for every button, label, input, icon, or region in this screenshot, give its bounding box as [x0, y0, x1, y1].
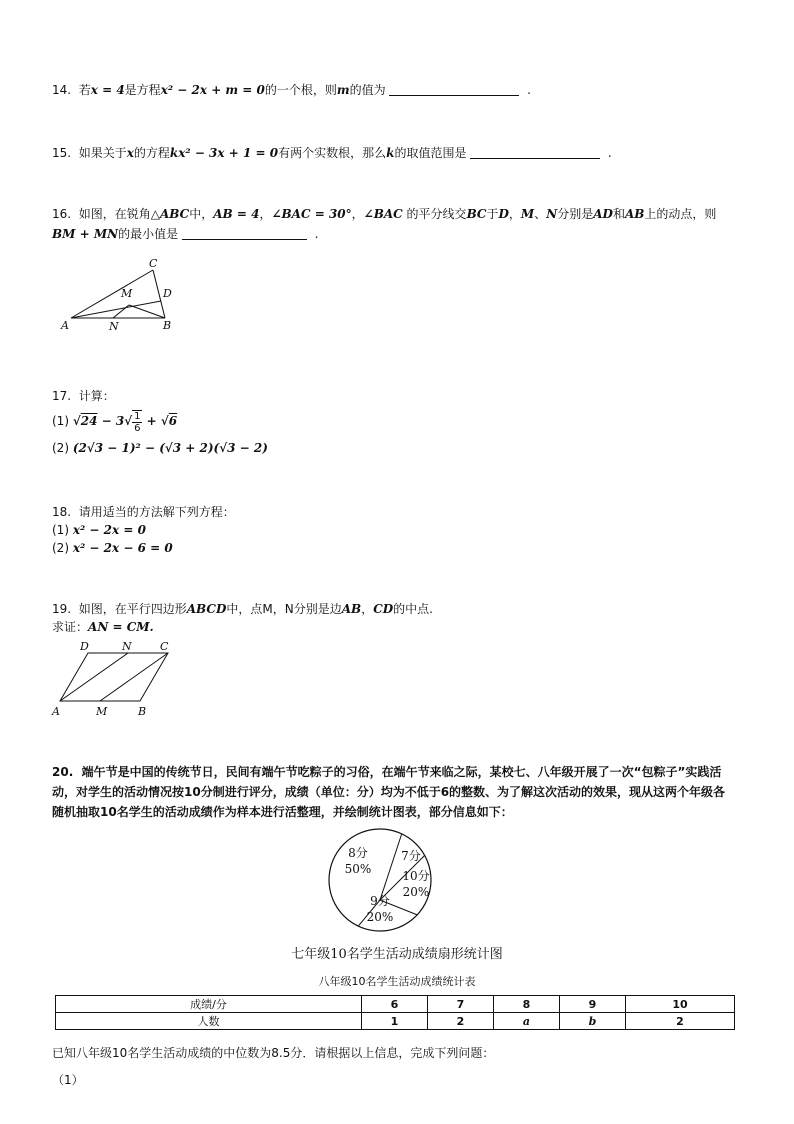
label-b: B — [163, 319, 172, 332]
segment-mn — [113, 305, 129, 318]
pie-label-8: 8分 50% — [344, 846, 372, 876]
table-header: 人数 — [56, 1013, 362, 1030]
segment-bm — [129, 305, 165, 318]
label-b: B — [138, 705, 147, 718]
question-19-prove: 求证：AN = CM. — [52, 620, 154, 634]
question-18: 18. 请用适当的方法解下列方程： — [52, 505, 235, 519]
question-19: 19. 如图，在平行四边形ABCD中，点M，N分别是边AB，CD的中点. — [52, 602, 433, 616]
table-cell: 2 — [428, 1013, 494, 1030]
answer-blank[interactable] — [389, 95, 519, 96]
question-17: 17. 计算： — [52, 389, 115, 403]
table-row — [56, 996, 735, 1013]
table-cell: 6 — [362, 996, 428, 1013]
table-cell: 8 — [494, 996, 560, 1013]
table-cell: b — [560, 1013, 626, 1030]
question-16: 16. 如图，在锐角△ABC中，AB = 4，∠BAC = 30°，∠BAC 的平分线交BC于D，M、N分别是AD和AB上的动点，则 — [52, 207, 717, 221]
question-17-part2: (2) (2√3 − 1)² − (√3 + 2)(√3 − 2) — [52, 441, 268, 455]
question-17-part1: (1) √24 − 3√ $\frac{1}{6}$ + √6 — [52, 410, 178, 434]
question-18-part2: (2) x² − 2x − 6 = 0 — [52, 541, 173, 555]
label-m: M — [96, 705, 108, 718]
pie-caption: 七年级10名学生活动成绩扇形统计图 — [291, 947, 503, 962]
table-header: 成绩/分 — [56, 996, 362, 1013]
table-cell: a — [494, 1013, 560, 1030]
table-cell: 2 — [626, 1013, 735, 1030]
label-d: D — [163, 287, 172, 300]
question-18-part1: (1) x² − 2x = 0 — [52, 523, 146, 537]
question-20-sub1: （1） — [52, 1073, 84, 1087]
answer-blank[interactable] — [182, 239, 307, 240]
label-n: N — [109, 320, 119, 333]
table-cell: 1 — [362, 1013, 428, 1030]
label-d: D — [80, 640, 89, 653]
answer-blank[interactable] — [470, 158, 600, 159]
label-c: C — [149, 257, 158, 270]
table-cell: 7 — [428, 996, 494, 1013]
label-a: A — [61, 319, 69, 332]
label-a: A — [52, 705, 60, 718]
table-cell: 9 — [560, 996, 626, 1013]
segment-an — [60, 653, 128, 701]
label-m: M — [121, 287, 133, 300]
pie-label-10: 10分 20% — [402, 869, 430, 899]
question-20: 20. 端午节是中国的传统节日，民间有端午节吃粽子的习俗，在端午节来临之际，某校七、八年级开展了一次“包粽子”实践活动，对学生的活动情况按10分制进行评分，成绩（单位：分）均为不低于6的整数、为了解这次活动的效果，现从这两个年级各随机抽取10名学生的活动成绩作为样本进行活整理，并绘制统计图表，部分信息如下： — [52, 765, 726, 819]
pie-label-7: 7分 — [401, 849, 421, 863]
table-row — [56, 1013, 735, 1030]
segment-cm — [100, 653, 168, 701]
segment-ac — [71, 270, 153, 318]
question-20-footer: 已知八年级10名学生活动成绩的中位数为8.5分．请根据以上信息，完成下列问题： — [52, 1046, 495, 1060]
table-caption: 八年级10名学生活动成绩统计表 — [318, 975, 476, 988]
question-14: 14. 若x = 4是方程x² − 2x + m = 0的一个根，则m的值为 . — [52, 83, 531, 97]
label-c: C — [160, 640, 169, 653]
table-cell: 10 — [626, 996, 735, 1013]
triangle-figure — [55, 255, 185, 335]
score-table — [55, 995, 735, 1030]
parallelogram-abcd — [60, 653, 168, 701]
question-15: 15. 如果关于x的方程kx² − 3x + 1 = 0有两个实数根，那么k的取值范围是 . — [52, 146, 612, 160]
pie-label-9: 9分 20% — [366, 894, 394, 924]
question-16-line2: BM + MN的最小值是 . — [52, 227, 319, 241]
label-n: N — [122, 640, 132, 653]
parallelogram-figure — [48, 638, 183, 720]
